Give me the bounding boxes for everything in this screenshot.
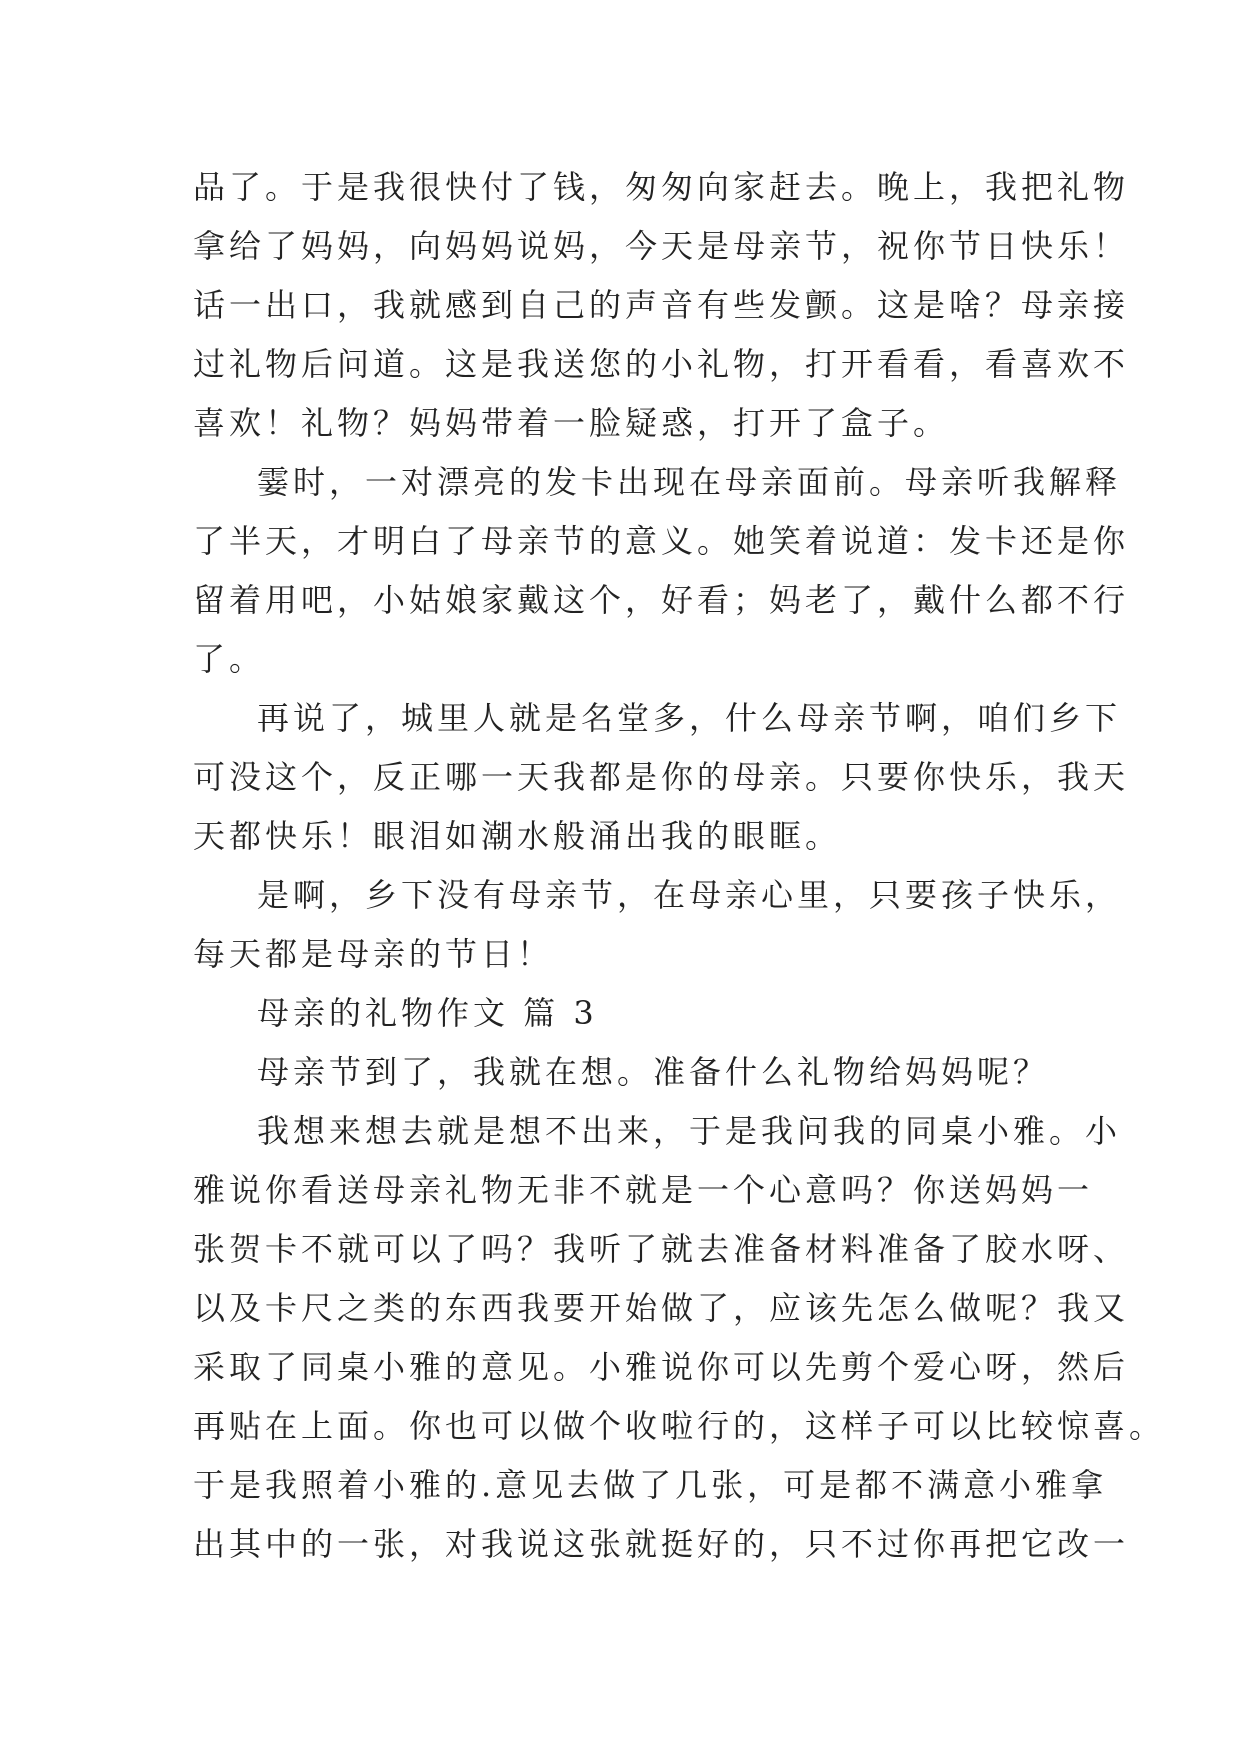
- text-line: 是啊，乡下没有母亲节，在母亲心里，只要孩子快乐，: [257, 876, 1122, 914]
- section-heading: 母亲的礼物作文 篇 3: [257, 994, 598, 1032]
- text-line: 以及卡尺之类的东西我要开始做了，应该先怎么做呢？我又: [193, 1289, 1130, 1327]
- text-line: 拿给了妈妈，向妈妈说妈，今天是母亲节，祝你节日快乐！: [193, 227, 1130, 265]
- text-line: 再贴在上面。你也可以做个收啦行的，这样子可以比较惊喜。: [193, 1407, 1166, 1445]
- text-line: 出其中的一张，对我说这张就挺好的，只不过你再把它改一: [193, 1525, 1130, 1563]
- text-line: 每天都是母亲的节日！: [193, 935, 554, 973]
- text-line: 过礼物后问道。这是我送您的小礼物，打开看看，看喜欢不: [193, 345, 1130, 383]
- text-line: 喜欢！礼物？妈妈带着一脸疑惑，打开了盒子。: [193, 404, 950, 442]
- text-line: 了。: [193, 640, 266, 678]
- text-line: 可没这个，反正哪一天我都是你的母亲。只要你快乐，我天: [193, 758, 1130, 796]
- text-line: 留着用吧，小姑娘家戴这个，好看；妈老了，戴什么都不行: [193, 581, 1130, 619]
- body-text: [193, 158, 1166, 1574]
- text-line: 于是我照着小雅的.意见去做了几张，可是都不满意小雅拿: [193, 1466, 1108, 1504]
- text-line: 话一出口，我就感到自己的声音有些发颤。这是啥？母亲接: [193, 286, 1130, 324]
- text-line: 霎时，一对漂亮的发卡出现在母亲面前。母亲听我解释: [257, 463, 1122, 501]
- text-line: 天都快乐！眼泪如潮水般涌出我的眼眶。: [193, 817, 842, 855]
- text-line: 母亲节到了，我就在想。准备什么礼物给妈妈呢？: [257, 1053, 1050, 1091]
- text-line: 再说了，城里人就是名堂多，什么母亲节啊，咱们乡下: [257, 699, 1122, 737]
- text-line: 了半天，才明白了母亲节的意义。她笑着说道：发卡还是你: [193, 522, 1130, 560]
- text-line: 张贺卡不就可以了吗？我听了就去准备材料准备了胶水呀、: [193, 1230, 1130, 1268]
- text-line: 我想来想去就是想不出来，于是我问我的同桌小雅。小: [257, 1112, 1122, 1150]
- text-line: 雅说你看送母亲礼物无非不就是一个心意吗？你送妈妈一: [193, 1171, 1094, 1209]
- text-line: 品了。于是我很快付了钱，匆匆向家赶去。晚上，我把礼物: [193, 168, 1130, 206]
- text-line: 采取了同桌小雅的意见。小雅说你可以先剪个爱心呀，然后: [193, 1348, 1130, 1386]
